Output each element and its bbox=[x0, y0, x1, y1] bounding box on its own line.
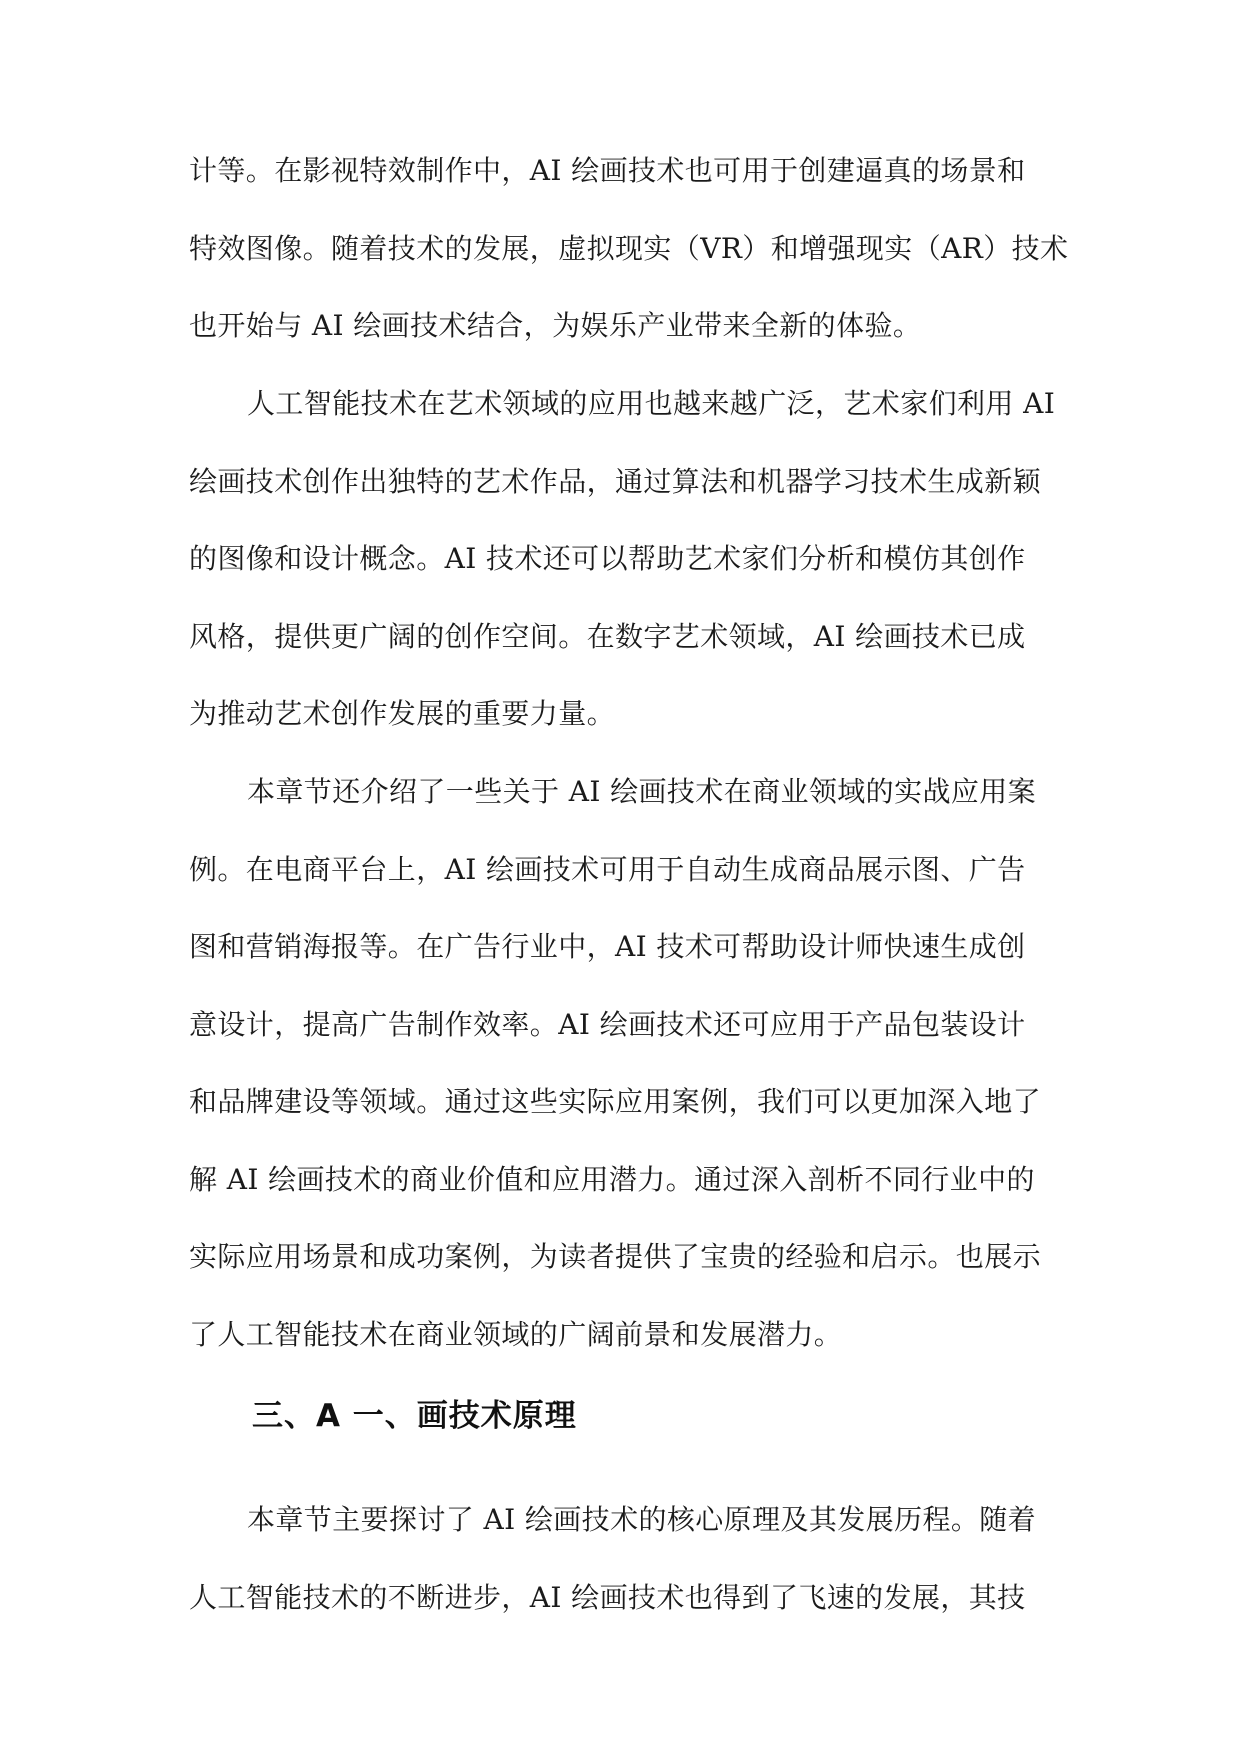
paragraph-line: 计等。在影视特效制作中，AI 绘画技术也可用于创建逼真的场景和 bbox=[189, 154, 1026, 187]
paragraph-line: 绘画技术创作出独特的艺术作品，通过算法和机器学习技术生成新颖 bbox=[189, 464, 1042, 498]
paragraph-line: 图和营销海报等。在广告行业中，AI 技术可帮助设计师快速生成创 bbox=[189, 930, 1026, 963]
paragraph-line: 本章节主要探讨了 AI 绘画技术的核心原理及其发展历程。随着 bbox=[247, 1503, 1037, 1536]
paragraph-line: 和品牌建设等领域。通过这些实际应用案例，我们可以更加深入地了 bbox=[189, 1085, 1042, 1118]
paragraph-1 bbox=[189, 132, 1069, 365]
paragraph-2 bbox=[189, 365, 1064, 753]
paragraph-line: 为推动艺术创作发展的重要力量。 bbox=[189, 697, 616, 730]
paragraph-4 bbox=[189, 1481, 1064, 1636]
paragraph-line: 解 AI 绘画技术的商业价值和应用潜力。通过深入剖析不同行业中的 bbox=[189, 1162, 1035, 1196]
paragraph-line: 人工智能技术在艺术领域的应用也越来越广泛，艺术家们利用 AI bbox=[247, 387, 1056, 420]
paragraph-line: 人工智能技术的不断进步，AI 绘画技术也得到了飞速的发展，其技 bbox=[189, 1580, 1026, 1614]
paragraph-line: 风格，提供更广阔的创作空间。在数字艺术领域，AI 绘画技术已成 bbox=[189, 619, 1026, 653]
section-heading: 三、A 一、画技术原理 bbox=[252, 1398, 577, 1434]
paragraph-line: 例。在电商平台上，AI 绘画技术可用于自动生成商品展示图、广告 bbox=[189, 852, 1026, 886]
paragraph-3 bbox=[189, 753, 1064, 1373]
paragraph-line: 意设计，提高广告制作效率。AI 绘画技术还可应用于产品包装设计 bbox=[189, 1007, 1026, 1041]
paragraph-line: 的图像和设计概念。AI 技术还可以帮助艺术家们分析和模仿其创作 bbox=[189, 542, 1026, 575]
paragraph-line: 特效图像。随着技术的发展，虚拟现实（VR）和增强现实（AR）技术 bbox=[189, 231, 1069, 265]
paragraph-line: 也开始与 AI 绘画技术结合，为娱乐产业带来全新的体验。 bbox=[189, 309, 922, 342]
paragraph-line: 实际应用场景和成功案例，为读者提供了宝贵的经验和启示。也展示 bbox=[189, 1240, 1042, 1273]
paragraph-line: 本章节还介绍了一些关于 AI 绘画技术在商业领域的实战应用案 bbox=[247, 775, 1037, 808]
paragraph-line: 了人工智能技术在商业领域的广阔前景和发展潜力。 bbox=[189, 1317, 843, 1351]
